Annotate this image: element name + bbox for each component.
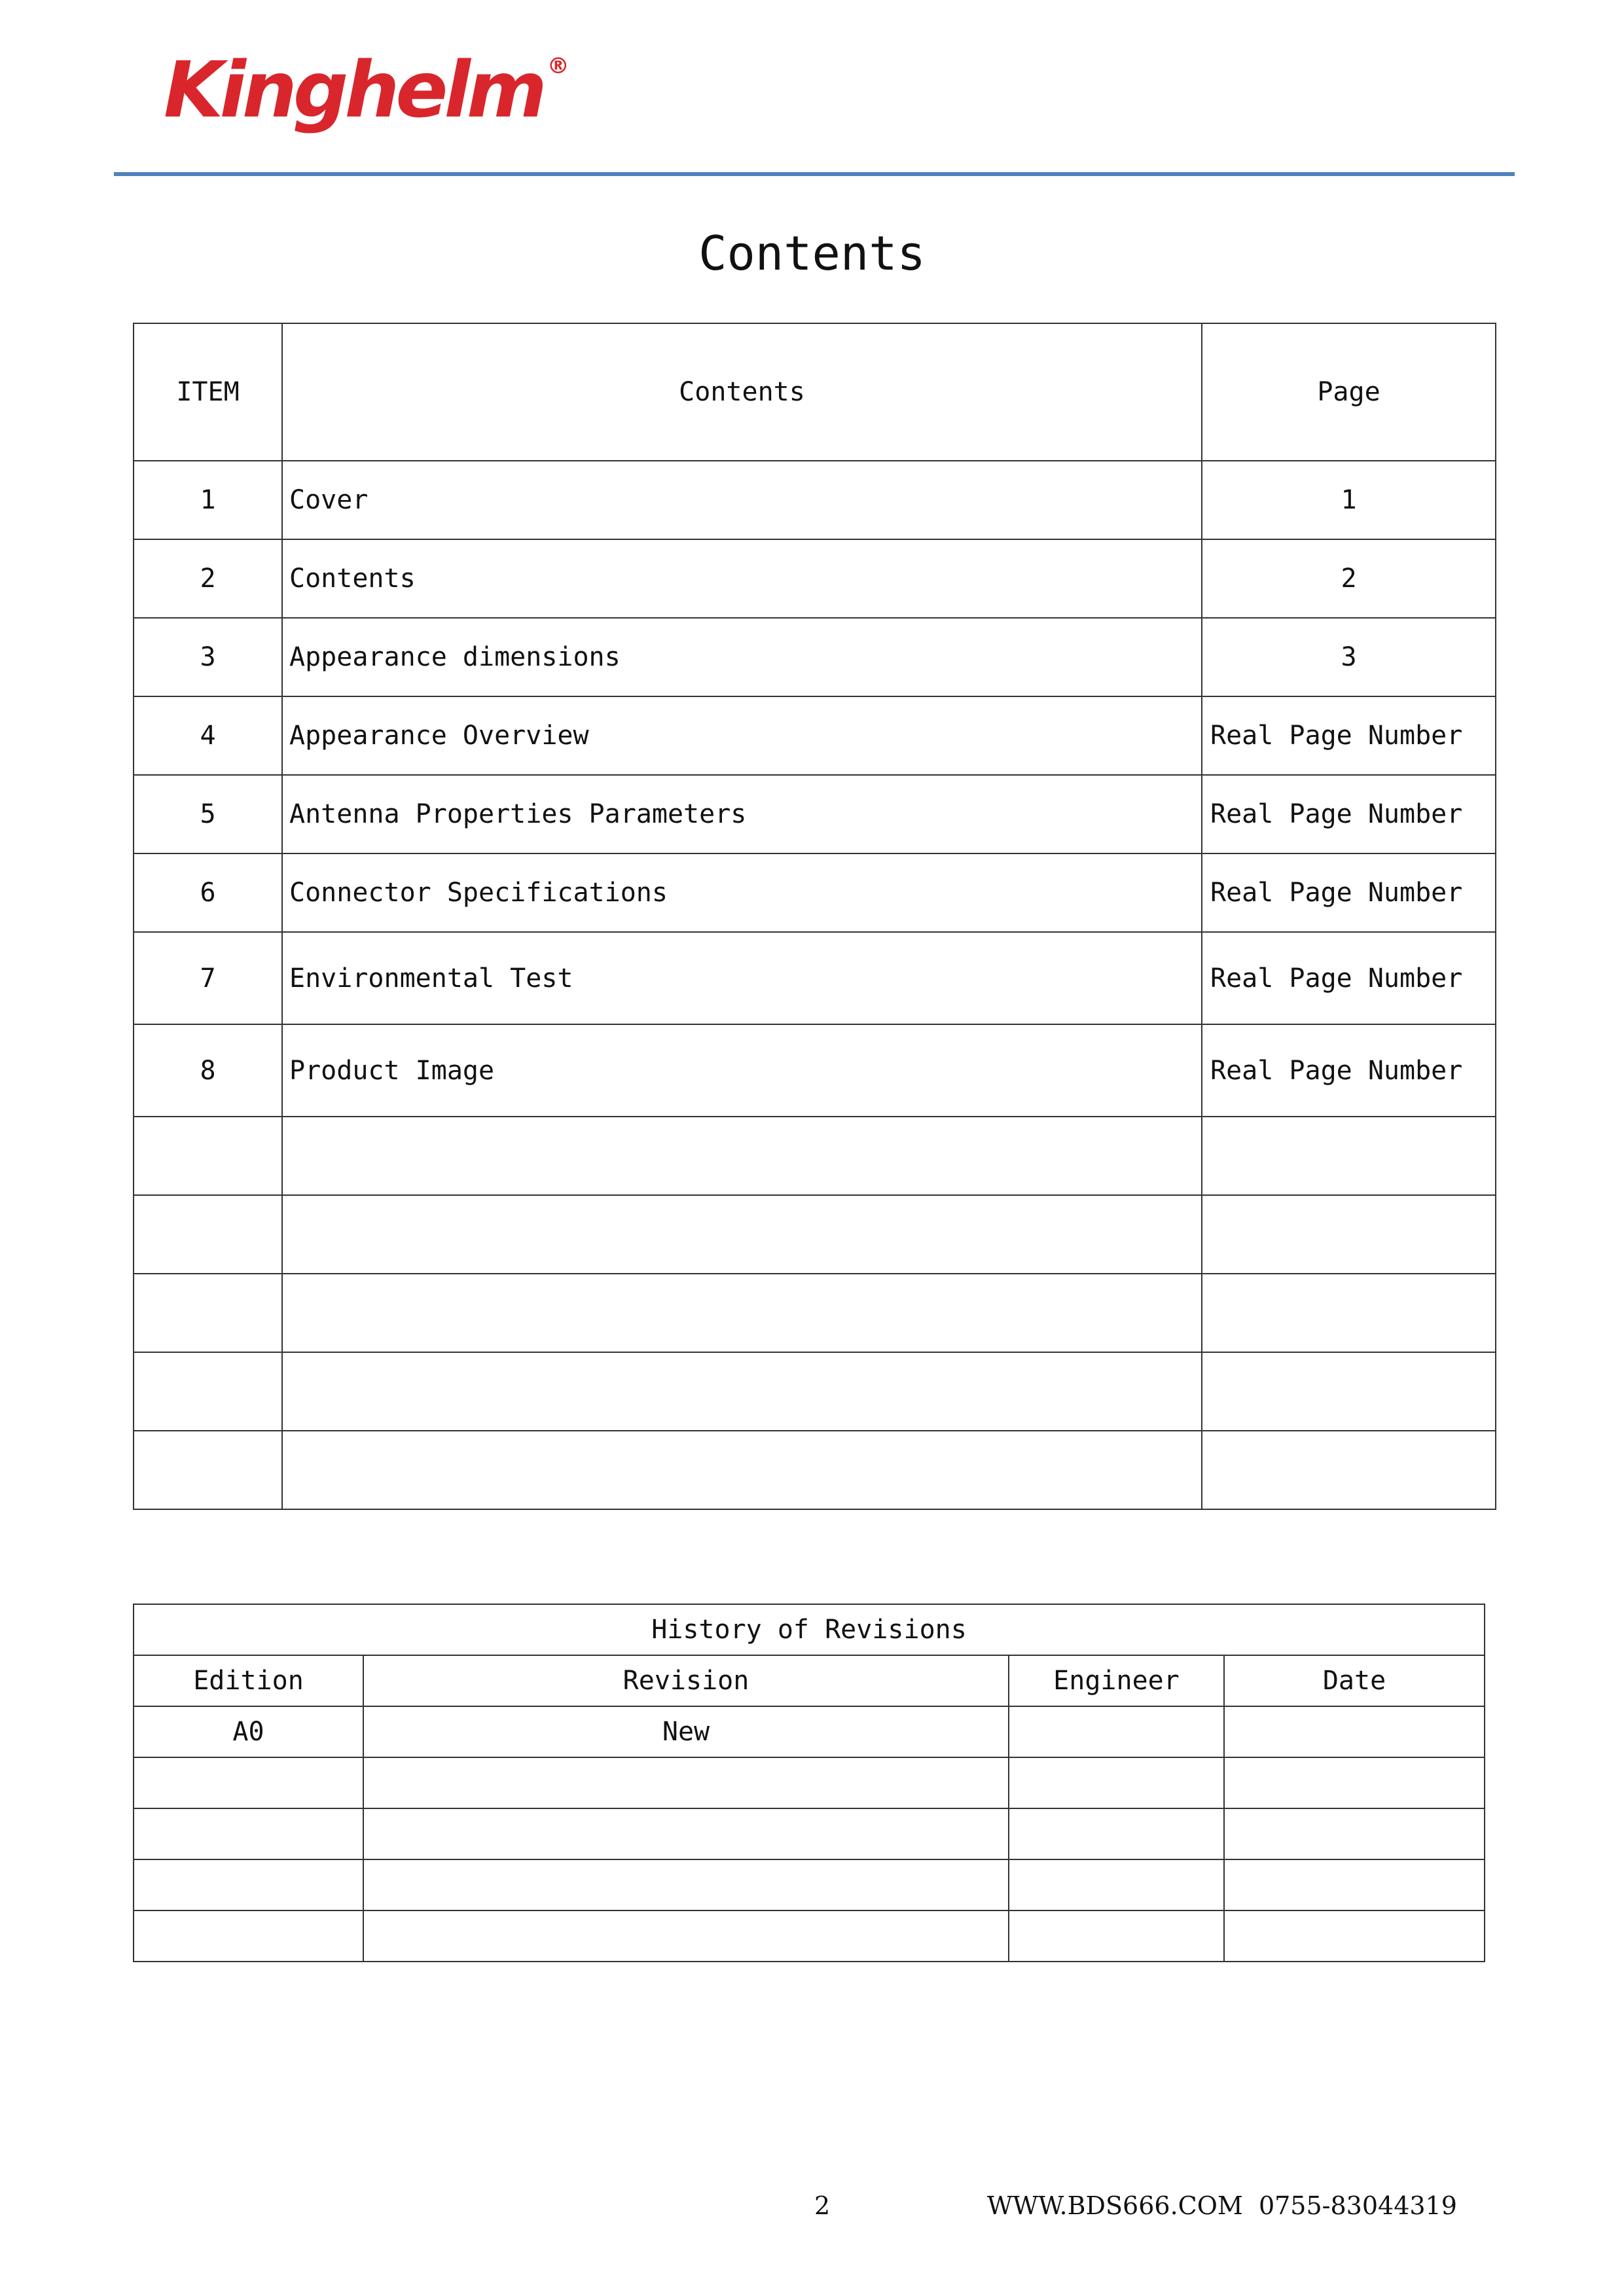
toc-item-page: Real Page Number bbox=[1202, 932, 1496, 1024]
toc-item-number bbox=[134, 1117, 282, 1195]
revision-header-row bbox=[134, 1655, 1485, 1706]
toc-item-page: Real Page Number bbox=[1202, 775, 1496, 853]
toc-item-number bbox=[134, 1431, 282, 1509]
revision-row bbox=[134, 1910, 1485, 1962]
revision-date-cell bbox=[1224, 1757, 1485, 1808]
revision-revision-cell: New bbox=[363, 1706, 1009, 1757]
revision-edition-cell bbox=[134, 1757, 363, 1808]
revision-engineer-cell bbox=[1009, 1757, 1224, 1808]
toc-row bbox=[134, 775, 1496, 853]
revision-revision-cell bbox=[363, 1757, 1009, 1808]
revision-date-cell bbox=[1224, 1910, 1485, 1962]
revision-row bbox=[134, 1808, 1485, 1859]
header-date: Date bbox=[1224, 1655, 1485, 1706]
toc-item-page bbox=[1202, 1195, 1496, 1274]
toc-row bbox=[134, 1195, 1496, 1274]
revision-edition-cell bbox=[134, 1859, 363, 1910]
toc-item-title bbox=[282, 1195, 1202, 1274]
toc-item-number bbox=[134, 1352, 282, 1431]
header-revision: Revision bbox=[363, 1655, 1009, 1706]
kinghelm-logo bbox=[164, 45, 569, 135]
revision-date-cell bbox=[1224, 1859, 1485, 1910]
toc-item-number: 7 bbox=[134, 932, 282, 1024]
toc-item-page bbox=[1202, 1274, 1496, 1352]
toc-item-number bbox=[134, 1195, 282, 1274]
revision-row bbox=[134, 1706, 1485, 1757]
toc-row bbox=[134, 1117, 1496, 1195]
toc-row bbox=[134, 618, 1496, 696]
toc-item-page bbox=[1202, 1431, 1496, 1509]
revision-engineer-cell bbox=[1009, 1859, 1224, 1910]
toc-item-page: Real Page Number bbox=[1202, 696, 1496, 775]
toc-item-title: Appearance Overview bbox=[282, 696, 1202, 775]
header-contents: Contents bbox=[282, 323, 1202, 461]
toc-item-title: Product Image bbox=[282, 1024, 1202, 1117]
toc-row bbox=[134, 539, 1496, 618]
toc-item-page: Real Page Number bbox=[1202, 1024, 1496, 1117]
toc-row bbox=[134, 1024, 1496, 1117]
toc-item-title: Connector Specifications bbox=[282, 853, 1202, 932]
toc-item-number: 5 bbox=[134, 775, 282, 853]
header-page: Page bbox=[1202, 323, 1496, 461]
toc-item-title: Contents bbox=[282, 539, 1202, 618]
revision-revision-cell bbox=[363, 1808, 1009, 1859]
revision-history-title: History of Revisions bbox=[134, 1604, 1485, 1655]
toc-item-number: 2 bbox=[134, 539, 282, 618]
toc-item-page: Real Page Number bbox=[1202, 853, 1496, 932]
logo-text: Kinghelm bbox=[164, 45, 543, 135]
revision-engineer-cell bbox=[1009, 1706, 1224, 1757]
header-edition: Edition bbox=[134, 1655, 363, 1706]
revision-edition-cell: A0 bbox=[134, 1706, 363, 1757]
toc-item-page: 1 bbox=[1202, 461, 1496, 539]
revision-revision-cell bbox=[363, 1910, 1009, 1962]
toc-item-title bbox=[282, 1352, 1202, 1431]
toc-item-number: 3 bbox=[134, 618, 282, 696]
revision-edition-cell bbox=[134, 1808, 363, 1859]
footer-contact-text: WWW.BDS666.COM 0755-83044319 bbox=[987, 2191, 1457, 2220]
revision-row bbox=[134, 1757, 1485, 1808]
contents-header-row bbox=[134, 323, 1496, 461]
contents-table bbox=[133, 323, 1496, 1510]
toc-row bbox=[134, 696, 1496, 775]
revision-date-cell bbox=[1224, 1706, 1485, 1757]
revision-engineer-cell bbox=[1009, 1910, 1224, 1962]
header-engineer: Engineer bbox=[1009, 1655, 1224, 1706]
toc-item-title: Cover bbox=[282, 461, 1202, 539]
toc-item-title bbox=[282, 1274, 1202, 1352]
toc-row bbox=[134, 1274, 1496, 1352]
registered-mark: ® bbox=[547, 53, 569, 79]
revision-revision-cell bbox=[363, 1859, 1009, 1910]
toc-item-number: 8 bbox=[134, 1024, 282, 1117]
toc-item-title bbox=[282, 1117, 1202, 1195]
toc-item-title bbox=[282, 1431, 1202, 1509]
toc-item-number: 6 bbox=[134, 853, 282, 932]
revision-engineer-cell bbox=[1009, 1808, 1224, 1859]
revision-row bbox=[134, 1859, 1485, 1910]
toc-item-title: Environmental Test bbox=[282, 932, 1202, 1024]
toc-item-number: 4 bbox=[134, 696, 282, 775]
toc-item-title: Appearance dimensions bbox=[282, 618, 1202, 696]
toc-item-title: Antenna Properties Parameters bbox=[282, 775, 1202, 853]
toc-row bbox=[134, 853, 1496, 932]
toc-item-page bbox=[1202, 1352, 1496, 1431]
page-title: Contents bbox=[698, 226, 926, 281]
toc-row bbox=[134, 1431, 1496, 1509]
toc-item-page: 2 bbox=[1202, 539, 1496, 618]
toc-item-page: 3 bbox=[1202, 618, 1496, 696]
revision-edition-cell bbox=[134, 1910, 363, 1962]
header-item: ITEM bbox=[134, 323, 282, 461]
toc-item-number bbox=[134, 1274, 282, 1352]
revision-date-cell bbox=[1224, 1808, 1485, 1859]
header-rule bbox=[114, 172, 1515, 176]
toc-row bbox=[134, 461, 1496, 539]
toc-row bbox=[134, 932, 1496, 1024]
toc-item-page bbox=[1202, 1117, 1496, 1195]
revision-history-table bbox=[133, 1604, 1485, 1962]
footer-contact bbox=[987, 2191, 1457, 2220]
revision-title-row bbox=[134, 1604, 1485, 1655]
toc-item-number: 1 bbox=[134, 461, 282, 539]
page-number: 2 bbox=[814, 2191, 831, 2220]
toc-row bbox=[134, 1352, 1496, 1431]
